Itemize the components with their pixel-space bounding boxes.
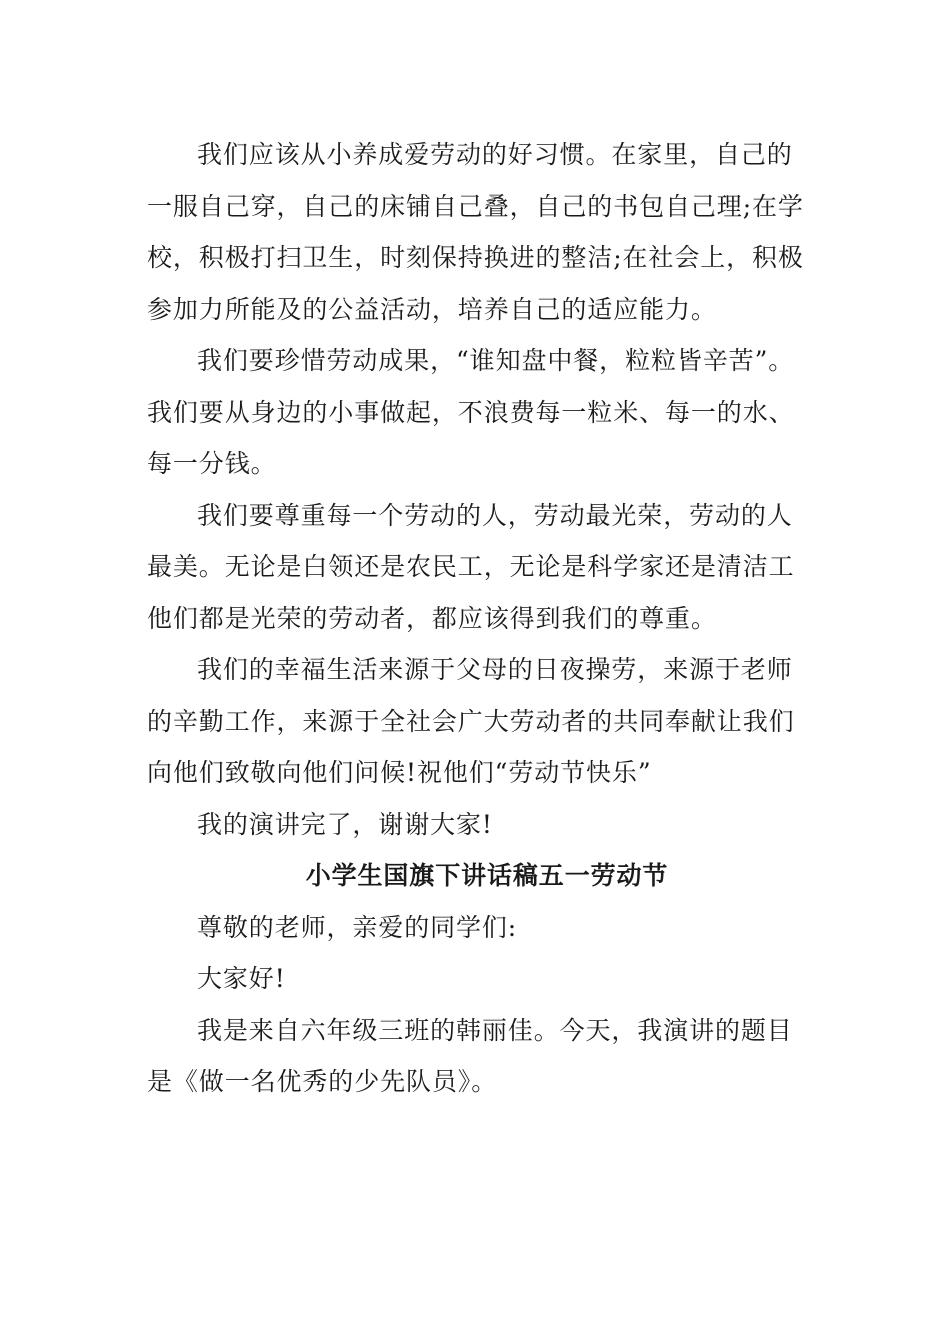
- paragraph-line: 我们要尊重每一个劳动的人，劳动最光荣，劳动的人: [197, 500, 793, 530]
- paragraph-line: 参加力所能及的公益活动，培养自己的适应能力。: [147, 294, 717, 324]
- paragraph-line: 校，积极打扫卫生，时刻保持换进的整洁;在社会上，积极: [147, 243, 804, 272]
- paragraph-line: 我们的幸福生活来源于父母的日夜操劳，来源于老师: [197, 655, 793, 684]
- paragraph-line: 的辛勤工作，来源于全社会广大劳动者的共同奉献让我们: [147, 706, 795, 736]
- paragraph-line: 我们应该从小养成爱劳动的好习惯。在家里，自己的: [197, 140, 793, 169]
- paragraph-line: 向他们致敬向他们问候!祝他们“劳动节快乐”: [147, 758, 652, 787]
- paragraph-line: 他们都是光荣的劳动者，都应该得到我们的尊重。: [147, 603, 717, 633]
- paragraph-line: 我们要从身边的小事做起，不浪费每一粒米、每一的水、: [147, 397, 795, 427]
- paragraph-line: 大家好!: [197, 964, 286, 993]
- paragraph-line: 我是来自六年级三班的韩丽佳。今天，我演讲的题目: [197, 1015, 793, 1045]
- paragraph-line: 一服自己穿，自己的床铺自己叠，自己的书包自己理;在学: [147, 191, 804, 221]
- paragraph-line: 我的演讲完了，谢谢大家!: [197, 809, 493, 839]
- paragraph-line: 每一分钱。: [147, 449, 277, 478]
- paragraph-line: 最美。无论是白领还是农民工，无论是科学家还是清洁工: [147, 552, 795, 581]
- section-title: 小学生国旗下讲话稿五一劳动节: [305, 861, 669, 890]
- paragraph-line: 尊敬的老师，亲爱的同学们:: [197, 912, 518, 942]
- paragraph-line: 我们要珍惜劳动成果，“谁知盘中餐，粒粒皆辛苦”。: [197, 346, 795, 375]
- paragraph-line: 是《做一名优秀的少先队员》。: [147, 1067, 498, 1096]
- document-body: [147, 129, 819, 1108]
